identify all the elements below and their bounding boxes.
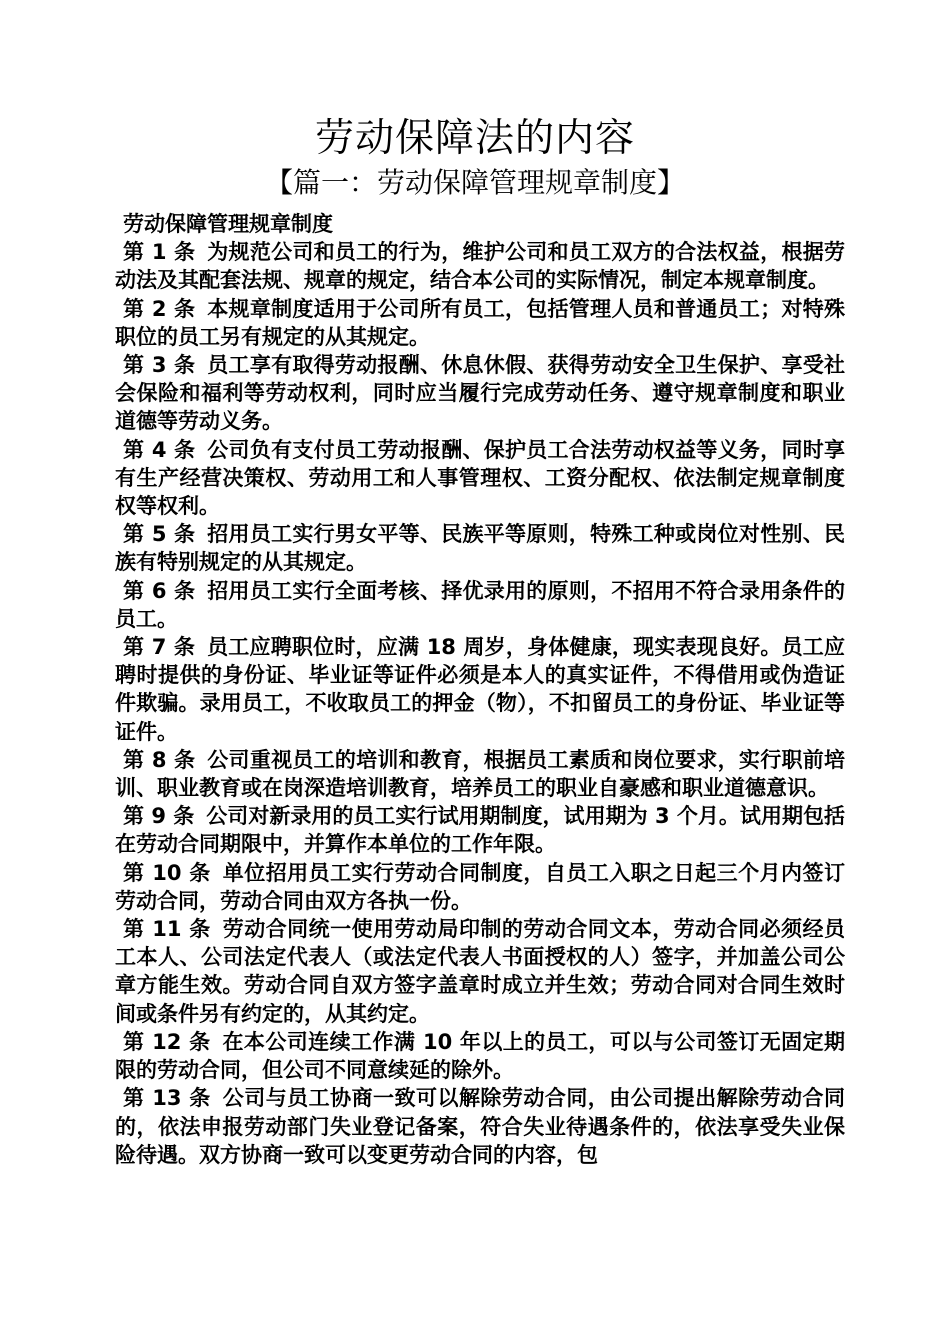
article-number: 第 7 条 <box>123 635 196 660</box>
article-number: 第 9 条 <box>123 804 195 829</box>
article-number: 第 13 条 <box>123 1086 211 1111</box>
article-8 <box>115 746 845 802</box>
article-10 <box>115 859 845 915</box>
document-title: 劳动保障法的内容 <box>314 116 635 161</box>
article-number: 第 10 条 <box>123 860 211 885</box>
article-number: 第 8 条 <box>123 747 196 772</box>
article-text: 员工应聘职位时，应满 18 周岁，身体健康，现实表现良好。员工应聘时提供的身份证、毕业证等证件必须是本人的真实证件，不得借用或伪造证件欺骗。录用员工，不收取员工的押金（物），不扣留员工的身份证、毕业证等证件。 <box>115 635 846 744</box>
document-body <box>115 210 845 1169</box>
article-2 <box>115 295 845 351</box>
article-5 <box>115 520 845 576</box>
article-text: 本规章制度适用于公司所有员工，包括管理人员和普通员工；对特殊职位的员工另有规定的从其规定。 <box>115 296 845 349</box>
article-number: 第 2 条 <box>123 296 196 321</box>
article-1 <box>115 238 845 294</box>
article-text: 招用员工实行男女平等、民族平等原则，特殊工种或岗位对性别、民族有特别规定的从其规定。 <box>115 522 845 575</box>
article-text: 公司重视员工的培训和教育，根据员工素质和岗位要求，实行职前培训、职业教育或在岗深造培训教育，培养员工的职业自豪感和职业道德意识。 <box>115 747 845 801</box>
article-text: 在本公司连续工作满 10 年以上的员工，可以与公司签订无固定期限的劳动合同，但公司不同意续延的除外。 <box>115 1029 845 1083</box>
document-subtitle: 【篇一：劳动保障管理规章制度】 <box>264 166 685 199</box>
article-number: 第 6 条 <box>123 578 196 603</box>
article-text: 招用员工实行全面考核、择优录用的原则，不招用不符合录用条件的员工。 <box>115 578 845 631</box>
article-text: 为规范公司和员工的行为，维护公司和员工双方的合法权益，根据劳动法及其配套法规、规章的规定，结合本公司的实际情况，制定本规章制度。 <box>115 240 845 293</box>
article-3 <box>115 351 845 436</box>
article-number: 第 1 条 <box>123 240 196 265</box>
article-text: 公司与员工协商一致可以解除劳动合同，由公司提出解除劳动合同的，依法申报劳动部门失业登记备案，符合失业待遇条件的，依法享受失业保险待遇。双方协商一致可以变更劳动合同的内容，包 <box>115 1086 845 1167</box>
article-number: 第 4 条 <box>123 437 196 462</box>
section-heading: 劳动保障管理规章制度 <box>123 212 333 236</box>
article-7 <box>115 633 845 746</box>
article-text: 劳动合同统一使用劳动局印制的劳动合同文本，劳动合同必须经员工本人、公司法定代表人（或法定代表人书面授权的人）签字，并加盖公司公章方能生效。劳动合同自双方签字盖章时成立并生效；劳动合同对合同生效时间或条件另有约定的，从其约定。 <box>115 917 845 1026</box>
article-6 <box>115 577 845 633</box>
article-text: 公司对新录用的员工实行试用期制度，试用期为 3 个月。试用期包括在劳动合同期限中，并算作本单位的工作年限。 <box>115 804 845 857</box>
article-number: 第 3 条 <box>123 353 196 378</box>
article-number: 第 5 条 <box>123 522 196 547</box>
article-9 <box>115 802 845 858</box>
article-number: 第 11 条 <box>123 917 211 942</box>
article-text: 单位招用员工实行劳动合同制度，自员工入职之日起三个月内签订劳动合同，劳动合同由双方各执一份。 <box>115 860 845 913</box>
article-text: 公司负有支付员工劳动报酬、保护员工合法劳动权益等义务，同时享有生产经营决策权、劳动用工和人事管理权、工资分配权、依法制定规章制度权等权利。 <box>115 437 845 519</box>
article-13 <box>115 1084 845 1169</box>
article-number: 第 12 条 <box>123 1029 211 1054</box>
article-11 <box>115 915 845 1028</box>
article-text: 员工享有取得劳动报酬、休息休假、获得劳动安全卫生保护、享受社会保险和福利等劳动权利，同时应当履行完成劳动任务、遵守规章制度和职业道德等劳动义务。 <box>115 353 845 434</box>
article-12 <box>115 1028 845 1084</box>
article-4 <box>115 436 845 521</box>
